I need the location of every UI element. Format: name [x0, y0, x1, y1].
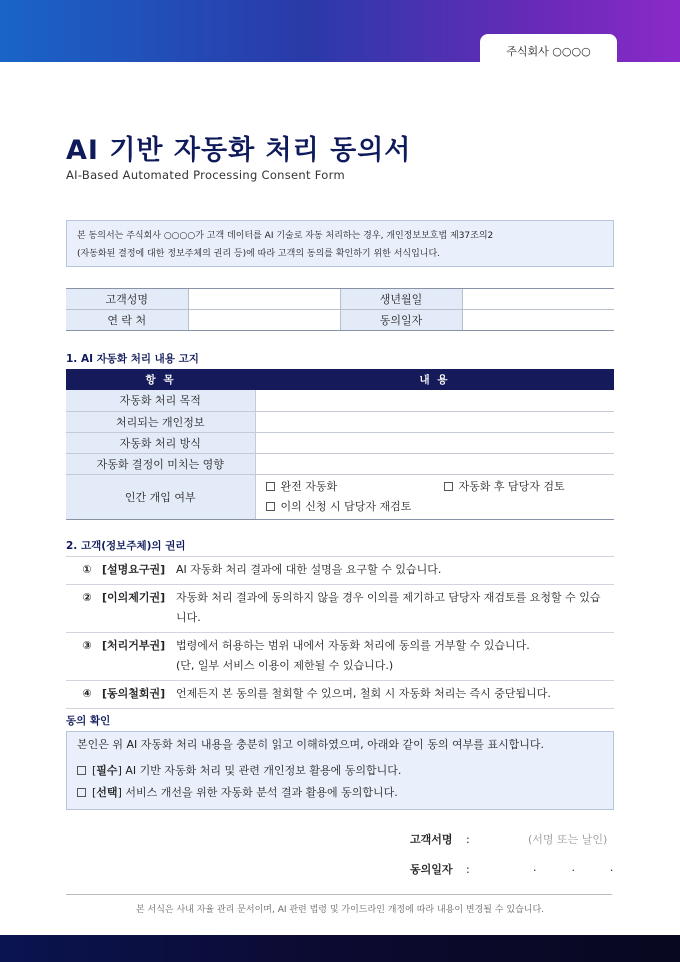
row-content-field[interactable]	[255, 390, 614, 411]
section2-title: 2. 고객(정보주체)의 권리	[66, 540, 186, 552]
right-number: ④	[82, 687, 92, 700]
date-label: 동의일자	[410, 863, 453, 876]
checkbox-icon[interactable]	[77, 788, 86, 797]
col-content-header: 내 용	[255, 369, 614, 390]
row-content-field[interactable]	[255, 432, 614, 453]
consent-date-field[interactable]	[462, 310, 614, 331]
birth-field[interactable]	[462, 289, 614, 310]
checkbox-icon[interactable]	[444, 482, 453, 491]
signature-row	[410, 831, 470, 847]
checkbox-icon[interactable]	[266, 502, 275, 511]
signature-field[interactable]: (서명 또는 날인)	[528, 833, 608, 846]
row-label: 자동화 결정이 미치는 영향	[66, 453, 255, 474]
birth-label: 생년월일	[340, 289, 462, 310]
right-name: [설명요구권]	[102, 563, 166, 576]
option-auto-review[interactable]: 자동화 후 담당자 검토	[444, 477, 565, 497]
checkbox-icon[interactable]	[266, 482, 275, 491]
right-text	[176, 636, 614, 676]
right-item	[66, 681, 614, 709]
footer-divider	[66, 894, 612, 895]
option-full-auto[interactable]: 완전 자동화	[266, 477, 444, 497]
right-item	[66, 556, 614, 585]
checkbox-icon[interactable]	[77, 766, 86, 775]
footer-banner	[0, 935, 680, 962]
right-name: [동의철회권]	[102, 687, 166, 700]
notice-box	[66, 220, 614, 267]
consent-box	[66, 731, 614, 810]
name-label: 고객성명	[66, 289, 188, 310]
customer-info-table	[66, 288, 614, 331]
right-number: ①	[82, 563, 92, 576]
date-field[interactable]: . . .	[533, 861, 614, 874]
row-label: 자동화 처리 목적	[66, 390, 255, 411]
right-number: ③	[82, 639, 92, 652]
consent-required-item[interactable]: [필수] AI 기반 자동화 처리 및 관련 개인정보 활용에 동의합니다.	[77, 761, 603, 781]
consent-intro: 본인은 위 AI 자동화 처리 내용을 충분히 읽고 이해하였으며, 아래와 같이 동의 여부를 표시합니다.	[77, 738, 545, 751]
signature-label: 고객서명	[410, 833, 453, 846]
name-field[interactable]	[188, 289, 340, 310]
right-text: 자동화 처리 결과에 동의하지 않을 경우 이의를 제기하고 담당자 재검토를 요청할 수 있습니다.	[176, 591, 601, 624]
right-text: 언제든지 본 동의를 철회할 수 있으며, 철회 시 자동화 처리는 즉시 중단됩니다.	[176, 687, 551, 700]
date-colon: :	[466, 863, 470, 876]
consent-optional-item[interactable]: [선택] 서비스 개선을 위한 자동화 분석 결과 활용에 동의합니다.	[77, 783, 603, 803]
right-text: AI 자동화 처리 결과에 대한 설명을 요구할 수 있습니다.	[176, 563, 442, 576]
right-name: [이의제기권]	[102, 591, 166, 604]
company-name: 주식회사 ○○○○	[506, 45, 591, 58]
consent-date-label: 동의일자	[340, 310, 462, 331]
company-name-tab	[480, 34, 617, 68]
human-intervention-label: 인간 개입 여부	[66, 474, 255, 519]
optional-tag: 선택	[96, 786, 118, 799]
required-tag: 필수	[96, 764, 118, 777]
row-content-field[interactable]	[255, 411, 614, 432]
right-number: ②	[82, 591, 92, 604]
signature-colon: :	[466, 833, 470, 846]
document-title: AI 기반 자동화 처리 동의서	[66, 135, 412, 166]
right-item	[66, 633, 614, 681]
contact-label: 연 락 처	[66, 310, 188, 331]
right-text-line: 법령에서 허용하는 범위 내에서 자동화 처리에 동의를 거부할 수 있습니다.	[176, 639, 530, 652]
right-item	[66, 585, 614, 633]
processing-notice-table	[66, 369, 614, 520]
rights-list	[66, 556, 614, 709]
notice-line: 본 동의서는 주식회사 ○○○○가 고객 데이터를 AI 기술로 자동 처리하는 경우, 개인정보보호법 제37조의2	[77, 231, 494, 241]
row-content-field[interactable]	[255, 453, 614, 474]
row-label: 처리되는 개인정보	[66, 411, 255, 432]
footer-note: 본 서식은 사내 자율 관리 문서이며, AI 관련 법령 및 가이드라인 개정에 따라 내용이 변경될 수 있습니다.	[135, 905, 545, 915]
section1-title: 1. AI 자동화 처리 내용 고지	[66, 353, 199, 365]
human-intervention-options	[255, 474, 614, 519]
date-row	[410, 861, 470, 877]
notice-line: (자동화된 결정에 대한 정보주체의 권리 등)에 따라 고객의 동의를 확인하기 위한 서식입니다.	[77, 249, 441, 259]
contact-field[interactable]	[188, 310, 340, 331]
document-subtitle: AI-Based Automated Processing Consent Form	[66, 168, 345, 182]
option-appeal-review[interactable]: 이의 신청 시 담당자 재검토	[266, 497, 412, 517]
right-name: [처리거부권]	[102, 639, 166, 652]
right-text-note: (단, 일부 서비스 이용이 제한될 수 있습니다.)	[176, 659, 394, 672]
row-label: 자동화 처리 방식	[66, 432, 255, 453]
col-item-header: 항 목	[66, 369, 255, 390]
consent-section-title: 동의 확인	[66, 715, 111, 727]
